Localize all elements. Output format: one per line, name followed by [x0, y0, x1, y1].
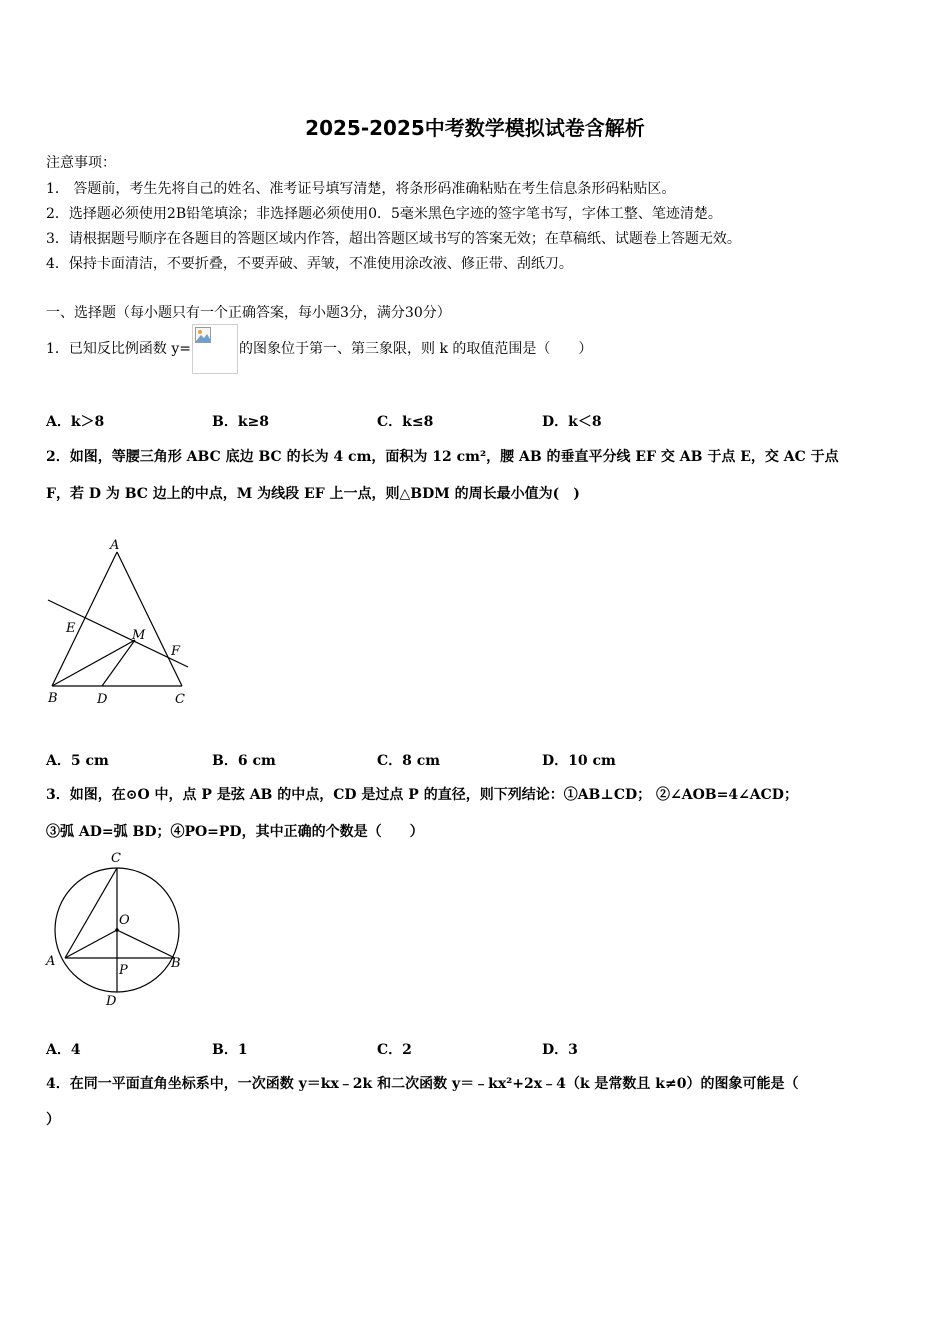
- fraction-image-placeholder: [192, 324, 238, 374]
- q3-text-line-1: 3．如图，在⊙O 中，点 P 是弦 AB 的中点，CD 是过点 P 的直径，则下列结论：①AB⊥CD； ②∠AOB=4∠ACD；: [46, 787, 798, 803]
- q1-option-a[interactable]: A．k＞8: [46, 414, 105, 430]
- label-b: B: [48, 691, 58, 706]
- q3-option-a[interactable]: A．4: [46, 1042, 81, 1058]
- label-c: C: [175, 692, 185, 707]
- question-1: [46, 324, 592, 374]
- q1-text-after: 的图象位于第一、第三象限，则 k 的取值范围是（ ）: [239, 341, 593, 357]
- q2-text-line-1: 2．如图，等腰三角形 ABC 底边 BC 的长为 4 cm，面积为 12 cm²，腰 AB 的垂直平分线 EF 交 AB 于点 E，交 AC 于点: [46, 449, 839, 465]
- q2-option-a[interactable]: A．5 cm: [46, 753, 109, 769]
- label-c: C: [111, 851, 121, 866]
- notice-item-3: 3．请根据题号顺序在各题目的答题区域内作答，超出答题区域书写的答案无效；在草稿纸、试题卷上答题无效。: [46, 231, 741, 247]
- q3-text-line-2: ③弧 AD=弧 BD；④PO=PD，其中正确的个数是（ ）: [46, 824, 424, 840]
- notice-item-1: 1． 答题前，考生先将自己的姓名、准考证号填写清楚，将条形码准确粘贴在考生信息条形码粘贴区。: [46, 181, 676, 197]
- q2-text-line-2: F，若 D 为 BC 边上的中点，M 为线段 EF 上一点，则△BDM 的周长最小值为( ): [46, 486, 580, 502]
- q1-option-b[interactable]: B．k≥8: [212, 414, 270, 430]
- section-heading-choice: 一、选择题（每小题只有一个正确答案，每小题3分，满分30分）: [46, 305, 451, 321]
- label-d: D: [97, 692, 108, 707]
- q1-text-before: 1．已知反比例函数 y=: [46, 341, 191, 357]
- q4-text-line-1: 4．在同一平面直角坐标系中，一次函数 y＝kx﹣2k 和二次函数 y＝﹣kx²+2x﹣4（k 是常数且 k≠0）的图象可能是（: [46, 1076, 799, 1092]
- q2-option-b[interactable]: B．6 cm: [212, 753, 276, 769]
- q3-option-d[interactable]: D．3: [542, 1042, 578, 1058]
- label-o: O: [119, 913, 130, 928]
- notice-item-2: 2．选择题必须使用2B铅笔填涂；非选择题必须使用0．5毫米黑色字迹的签字笔书写，字体工整、笔迹清楚。: [46, 206, 722, 222]
- q2-option-d[interactable]: D．10 cm: [542, 753, 616, 769]
- q1-option-c[interactable]: C．k≤8: [377, 414, 434, 430]
- label-e: E: [66, 621, 76, 636]
- label-f: F: [171, 644, 181, 659]
- label-p: P: [119, 963, 128, 978]
- broken-image-icon: [195, 327, 211, 343]
- label-m: M: [132, 628, 146, 643]
- q1-option-d[interactable]: D．k＜8: [542, 414, 602, 430]
- q2-option-c[interactable]: C．8 cm: [377, 753, 441, 769]
- label-d: D: [106, 994, 117, 1009]
- page-title: 2025-2025中考数学模拟试卷含解析: [305, 116, 645, 140]
- q3-option-b[interactable]: B．1: [212, 1042, 248, 1058]
- q3-option-c[interactable]: C．2: [377, 1042, 412, 1058]
- notice-heading: 注意事项：: [46, 155, 116, 171]
- triangle-figure: [40, 530, 200, 712]
- q4-text-line-2: ）: [46, 1112, 60, 1128]
- circle-figure: [40, 845, 190, 1010]
- label-b: B: [171, 956, 181, 971]
- label-a: A: [110, 538, 120, 553]
- label-a: A: [46, 954, 56, 969]
- notice-item-4: 4．保持卡面清洁，不要折叠，不要弄破、弄皱，不准使用涂改液、修正带、刮纸刀。: [46, 256, 573, 272]
